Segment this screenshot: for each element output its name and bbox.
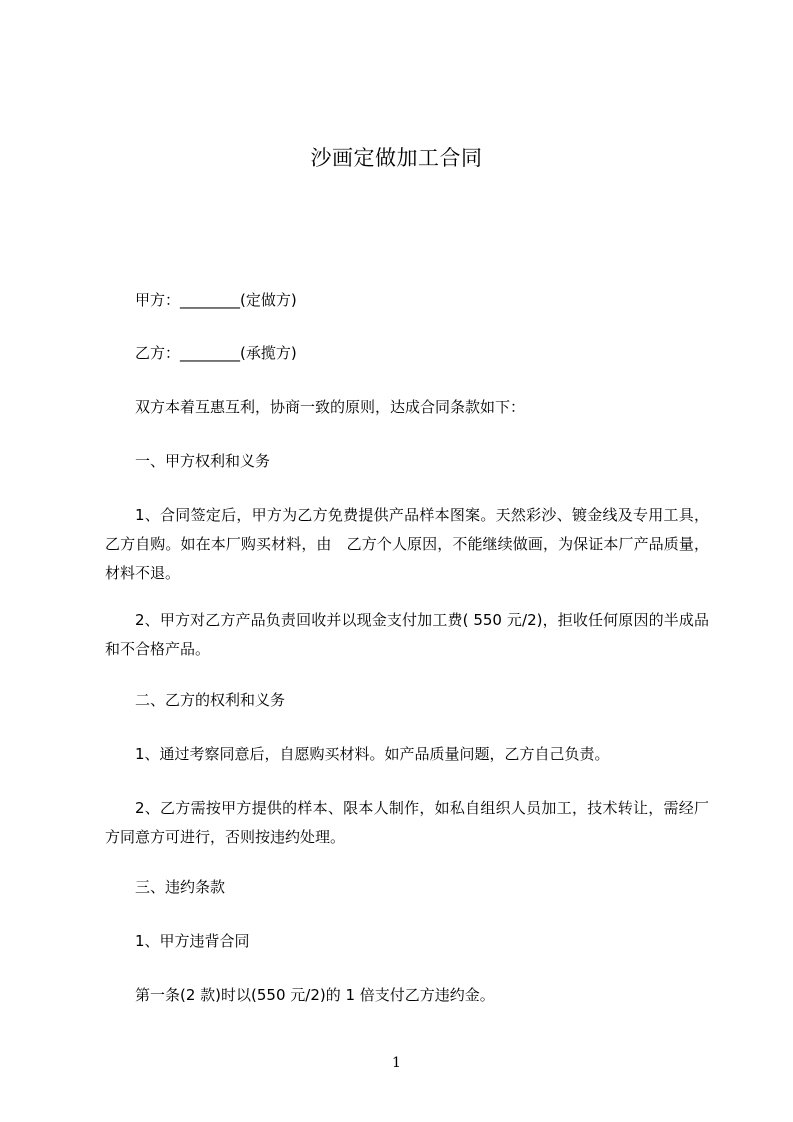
section-2-item-2: 2、乙方需按甲方提供的样本、限本人制作，如私自组织人员加工，技术转让，需经厂方同意方可进行，否则按违约处理。 bbox=[105, 799, 709, 846]
intro-paragraph: 双方本着互惠互利，协商一致的原则，达成合同条款如下： bbox=[135, 398, 526, 416]
section-1-heading: 一、甲方权利和义务 bbox=[135, 452, 271, 470]
party-a-line: 甲方：________(定做方) bbox=[135, 291, 297, 309]
section-1-item-2: 2、甲方对乙方产品负责回收并以现金支付加工费( 550 元/2)，拒收任何原因的半成品和不合格产品。 bbox=[105, 611, 709, 658]
page-number: 1 bbox=[392, 1055, 401, 1071]
section-1-item-1: 1、合同签定后，甲方为乙方免费提供产品样本图案。天然彩沙、镀金线及专用工具，乙方自购。如在本厂购买材料，由 乙方个人原因，不能继续做画，为保证本厂产品质量，材料不退。 bbox=[105, 506, 709, 582]
party-b-line: 乙方：________(承揽方) bbox=[135, 344, 297, 362]
document-title: 沙画定做加工合同 bbox=[310, 146, 483, 170]
section-3-heading: 三、违约条款 bbox=[135, 878, 226, 896]
section-2-item-1: 1、通过考察同意后，自愿购买材料。如产品质量问题，乙方自己负责。 bbox=[135, 745, 610, 763]
section-3-item-1: 1、甲方违背合同 bbox=[135, 932, 250, 950]
section-3-clause-1: 第一条(2 款)时以(550 元/2)的 1 倍支付乙方违约金。 bbox=[135, 986, 495, 1004]
section-2-heading: 二、乙方的权利和义务 bbox=[135, 691, 286, 709]
